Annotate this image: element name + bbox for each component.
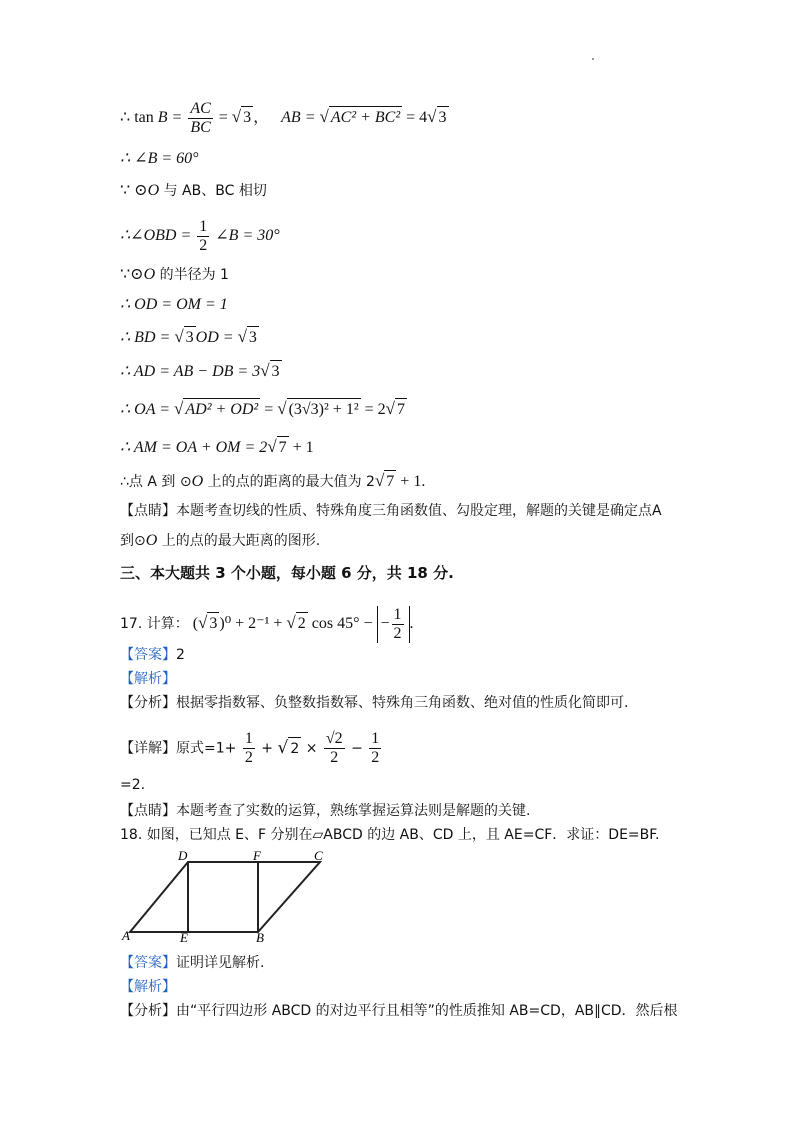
solution-line-ad: ∴ AD = AB − DB = 3√ 3	[120, 360, 282, 383]
analysis-18: 【分析】由“平行四边形 ABCD 的对边平行且相等”的性质推知 AB=CD，AB∥CD．然后根	[120, 1003, 678, 1019]
comment-17: 【点睛】本题考查了实数的运算，熟练掌握运算法则是解题的关键.	[120, 803, 531, 819]
fraction: $\frac{1}{2}$	[199, 218, 208, 254]
label-a: A	[122, 928, 130, 943]
question-17: 17. 计算： (√ 3 )⁰ + 2⁻¹ + √ 2 cos 45° − − $\frac{1}{2}$ .	[120, 606, 414, 642]
analysis-header-18: 【解析】	[120, 979, 176, 995]
label-c: C	[314, 850, 323, 863]
label-f: F	[253, 850, 261, 863]
answer-17: 【答案】2	[120, 647, 185, 663]
answer-18: 【答案】证明详见解析.	[120, 955, 265, 971]
question-18: 18. 如图，已知点 E、F 分别在▱ABCD 的边 AB、CD 上，且 AE=CF．求证：DE=BF.	[120, 827, 660, 843]
solution-line-angle-b: ∴ ∠B = 60°	[120, 150, 199, 167]
solution-line-conclusion: ∴点 A 到 ⊙O 上的点的距离的最大值为 2√ 7 + 1.	[120, 470, 425, 493]
solution-line-am: ∴ AM = OA + OM = 2√ 7 + 1	[120, 436, 314, 459]
solution-line-bd: ∴ BD = √ 3 OD = √ 3	[120, 326, 259, 349]
parallelogram-figure	[118, 850, 328, 945]
solution-line-oa: ∴ OA = √ AD² + OD² = √ (3√3)² + 1² = 2√ 7	[120, 398, 407, 421]
label-d: D	[178, 850, 188, 863]
solution-line-od-om: ∴ OD = OM = 1	[120, 296, 228, 313]
label-b: B	[256, 930, 264, 945]
solution-line-tan: ∴ tan B = $\frac{AC}{BC}$ = √ 3 ， AB = √ AC² + BC² = 4√ 3	[120, 100, 447, 136]
analysis-header-17: 【解析】	[120, 671, 176, 687]
section-heading: 三、本大题共 3 个小题，每小题 6 分，共 18 分.	[120, 564, 454, 582]
solution-line-tangent: ∵ ⊙O 与 AB、BC 相切	[120, 182, 267, 199]
detail-17: 【详解】原式=1+ $\frac{1}{2}$ + √ 2 × $\frac{√2}{2}$ − $\frac{1}{2}$	[120, 730, 380, 766]
analysis-17: 【分析】根据零指数幂、负整数指数幂、特殊角三角函数、绝对值的性质化简即可.	[120, 695, 629, 711]
fraction: $\frac{AC}{BC}$	[190, 100, 211, 136]
page-mark	[592, 58, 594, 60]
comment-line-1: 【点睛】本题考查切线的性质、特殊角度三角函数值、勾股定理，解题的关键是确定点A	[120, 503, 662, 519]
comment-line-2: 到⊙O 上的点的最大距离的图形.	[120, 532, 321, 549]
solution-line-radius: ∵⊙O 的半径为 1	[120, 266, 229, 283]
solution-line-obd: ∴∠OBD = $\frac{1}{2}$ ∠B = 30°	[120, 218, 280, 254]
label-e: E	[180, 930, 188, 945]
result-17: =2.	[120, 777, 146, 793]
